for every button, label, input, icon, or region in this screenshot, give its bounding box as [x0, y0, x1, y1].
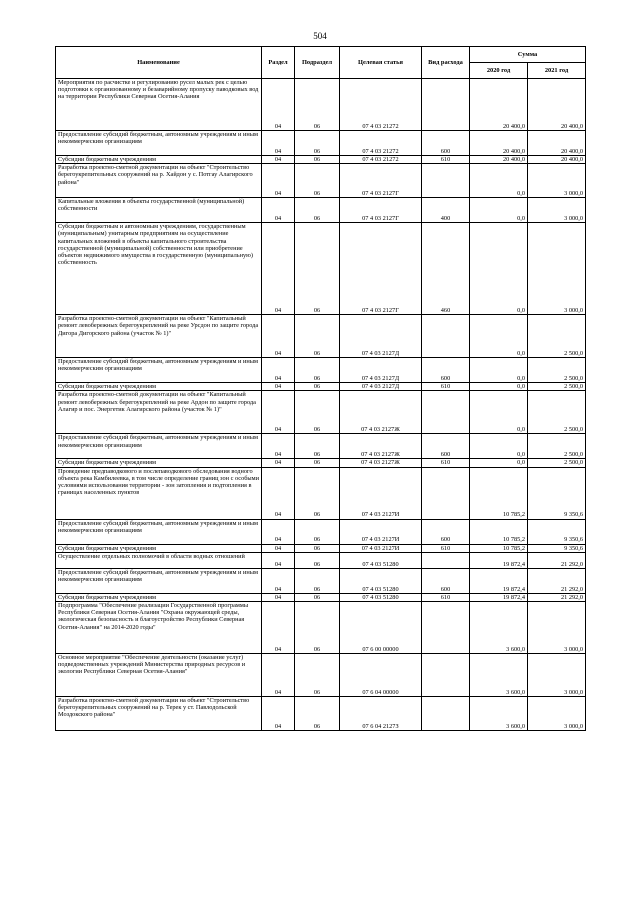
- row-sum-2020: 0,0: [470, 391, 528, 434]
- row-sum-2021: 21 292,0: [528, 593, 586, 601]
- row-expense-type: 610: [422, 544, 470, 552]
- row-target-article: 07 4 03 21272: [340, 79, 422, 131]
- table-row: [56, 654, 586, 697]
- table-row: [56, 459, 586, 467]
- row-section: 04: [262, 544, 295, 552]
- row-subsection: 06: [295, 519, 340, 544]
- row-target-article: 07 4 03 2127Ж: [340, 391, 422, 434]
- table-row: [56, 156, 586, 164]
- row-name: Подпрограмма "Обеспечение реализации Государственной программы Республики Северная Осетия-Алания "Охрана окружающей среды, экологическая безопасность и благоустройство Республики Северная Осетия-Алания" на 2014-2020 годы": [56, 602, 262, 654]
- row-subsection: 06: [295, 697, 340, 731]
- table-row: [56, 519, 586, 544]
- row-name: Субсидии бюджетным и автономным учреждениям, государственным (муниципальным) унитарным предприятиям на осуществление капитальных вложений в объекты капитального строительства государственной (муниципальной) собственности или приобретение объектов недвижимого имущества в государственную (муниципальную) собственность: [56, 223, 262, 315]
- row-name: Субсидии бюджетным учреждениям: [56, 593, 262, 601]
- row-target-article: 07 4 03 51280: [340, 593, 422, 601]
- row-target-article: 07 4 03 2127Г: [340, 164, 422, 198]
- row-name: Проведение предпаводкового и послепаводкового обследования водного объекта река Камбилеевка, в том числе определение границ зон с особыми условиями использования территории - зон затопления и подтопления в границах населенных пунктов: [56, 467, 262, 519]
- row-sum-2020: 20 400,0: [470, 79, 528, 131]
- row-sum-2020: 0,0: [470, 434, 528, 459]
- row-expense-type: 600: [422, 131, 470, 156]
- row-target-article: 07 4 03 2127Д: [340, 315, 422, 358]
- row-section: 04: [262, 552, 295, 568]
- row-target-article: 07 4 03 2127Д: [340, 358, 422, 383]
- row-target-article: 07 4 03 2127Д: [340, 383, 422, 391]
- row-target-article: 07 4 03 2127Ж: [340, 434, 422, 459]
- table-row: [56, 593, 586, 601]
- row-name: Предоставление субсидий бюджетным, автономным учреждениям и иным некоммерческим организациям: [56, 131, 262, 156]
- row-subsection: 06: [295, 223, 340, 315]
- row-section: 04: [262, 358, 295, 383]
- row-subsection: 06: [295, 602, 340, 654]
- row-sum-2020: 0,0: [470, 198, 528, 223]
- row-target-article: 07 4 03 2127Г: [340, 198, 422, 223]
- row-section: 04: [262, 654, 295, 697]
- row-subsection: 06: [295, 467, 340, 519]
- row-target-article: 07 6 04 2127З: [340, 697, 422, 731]
- row-sum-2021: 20 400,0: [528, 79, 586, 131]
- row-subsection: 06: [295, 156, 340, 164]
- row-name: Предоставление субсидий бюджетным, автономным учреждениям и иным некоммерческим организациям: [56, 358, 262, 383]
- row-sum-2020: 10 785,2: [470, 519, 528, 544]
- row-subsection: 06: [295, 164, 340, 198]
- row-sum-2021: 2 500,0: [528, 383, 586, 391]
- row-subsection: 06: [295, 358, 340, 383]
- row-subsection: 06: [295, 552, 340, 568]
- row-subsection: 06: [295, 434, 340, 459]
- row-sum-2021: 2 500,0: [528, 391, 586, 434]
- row-sum-2020: 10 785,2: [470, 467, 528, 519]
- row-expense-type: 610: [422, 383, 470, 391]
- row-target-article: 07 4 03 2127И: [340, 467, 422, 519]
- row-sum-2021: 3 000,0: [528, 164, 586, 198]
- row-sum-2020: 19 872,4: [470, 568, 528, 593]
- row-expense-type: [422, 602, 470, 654]
- row-section: 04: [262, 131, 295, 156]
- table-row: [56, 467, 586, 519]
- table-row: [56, 315, 586, 358]
- row-sum-2020: 0,0: [470, 358, 528, 383]
- row-section: 04: [262, 198, 295, 223]
- row-target-article: 07 6 04 00000: [340, 654, 422, 697]
- row-subsection: 06: [295, 544, 340, 552]
- row-sum-2020: 20 400,0: [470, 156, 528, 164]
- row-subsection: 06: [295, 654, 340, 697]
- table-row: [56, 391, 586, 434]
- table-row: [56, 544, 586, 552]
- row-sum-2021: 21 292,0: [528, 568, 586, 593]
- table-row: [56, 198, 586, 223]
- row-expense-type: 600: [422, 358, 470, 383]
- table-row: [56, 223, 586, 315]
- row-name: Субсидии бюджетным учреждениям: [56, 156, 262, 164]
- row-section: 04: [262, 391, 295, 434]
- row-expense-type: [422, 654, 470, 697]
- table-row: [56, 602, 586, 654]
- row-expense-type: 600: [422, 434, 470, 459]
- row-subsection: 06: [295, 79, 340, 131]
- header-target-article: Целевая статья: [340, 47, 422, 79]
- row-subsection: 06: [295, 459, 340, 467]
- row-expense-type: 600: [422, 519, 470, 544]
- row-sum-2021: 20 400,0: [528, 131, 586, 156]
- row-expense-type: [422, 164, 470, 198]
- row-sum-2020: 0,0: [470, 164, 528, 198]
- row-name: Субсидии бюджетным учреждениям: [56, 459, 262, 467]
- row-expense-type: [422, 79, 470, 131]
- row-subsection: 06: [295, 315, 340, 358]
- header-year-2021: 2021 год: [528, 63, 586, 79]
- row-section: 04: [262, 434, 295, 459]
- row-target-article: 07 4 03 51280: [340, 552, 422, 568]
- row-sum-2021: 20 400,0: [528, 156, 586, 164]
- row-section: 04: [262, 164, 295, 198]
- table-row: [56, 552, 586, 568]
- row-subsection: 06: [295, 568, 340, 593]
- header-section: Раздел: [262, 47, 295, 79]
- row-target-article: 07 4 03 2127И: [340, 544, 422, 552]
- table-row: [56, 568, 586, 593]
- row-sum-2021: 9 350,6: [528, 519, 586, 544]
- row-sum-2021: 3 000,0: [528, 198, 586, 223]
- row-name: Разработка проектно-сметной документации на объект "Капитальный ремонт левобережных берегоукреплений на реке Ардон по защите города Алагир и пос. Энергетик Алагирского района (участок № 1)": [56, 391, 262, 434]
- table-row: [56, 434, 586, 459]
- row-section: 04: [262, 383, 295, 391]
- row-sum-2020: 0,0: [470, 223, 528, 315]
- row-expense-type: [422, 315, 470, 358]
- row-subsection: 06: [295, 198, 340, 223]
- row-section: 04: [262, 315, 295, 358]
- row-expense-type: [422, 467, 470, 519]
- row-section: 04: [262, 697, 295, 731]
- table-row: [56, 383, 586, 391]
- header-name: Наименование: [56, 47, 262, 79]
- row-section: 04: [262, 568, 295, 593]
- header-sum: Сумма: [470, 47, 586, 63]
- row-target-article: 07 6 00 00000: [340, 602, 422, 654]
- table-row: [56, 358, 586, 383]
- budget-table: [55, 46, 586, 731]
- row-sum-2021: 21 292,0: [528, 552, 586, 568]
- row-name: Основное мероприятие "Обеспечение деятельности (оказание услуг) подведомственных учреждений Министерства природных ресурсов и экологии Республики Северная Осетия-Алания": [56, 654, 262, 697]
- row-name: Осуществление отдельных полномочий в области водных отношений: [56, 552, 262, 568]
- row-sum-2021: 2 500,0: [528, 315, 586, 358]
- row-section: 04: [262, 459, 295, 467]
- row-target-article: 07 4 03 2127Г: [340, 223, 422, 315]
- row-section: 04: [262, 467, 295, 519]
- row-name: Мероприятия по расчистке и регулированию русел малых рек с целью подготовки к организованному и безаварийному пропуску паводковых вод на территории Республики Северная Осетия-Алания: [56, 79, 262, 131]
- row-expense-type: [422, 697, 470, 731]
- row-name: Субсидии бюджетным учреждениям: [56, 383, 262, 391]
- row-subsection: 06: [295, 391, 340, 434]
- row-sum-2021: 9 350,6: [528, 544, 586, 552]
- row-subsection: 06: [295, 593, 340, 601]
- row-target-article: 07 4 03 21272: [340, 131, 422, 156]
- row-section: 04: [262, 519, 295, 544]
- row-sum-2020: 20 400,0: [470, 131, 528, 156]
- row-sum-2021: 3 000,0: [528, 654, 586, 697]
- row-expense-type: [422, 391, 470, 434]
- row-sum-2021: 3 000,0: [528, 602, 586, 654]
- row-expense-type: 600: [422, 568, 470, 593]
- row-sum-2021: 9 350,6: [528, 467, 586, 519]
- row-subsection: 06: [295, 131, 340, 156]
- table-row: [56, 79, 586, 131]
- row-sum-2020: 19 872,4: [470, 552, 528, 568]
- table-row: [56, 131, 586, 156]
- row-name: Разработка проектно-сметной документации на объект "Строительство берегоукрепительных сооружений на р. Хайдон у с. Потгау Алагирского района": [56, 164, 262, 198]
- row-name: Предоставление субсидий бюджетным, автономным учреждениям и иным некоммерческим организациям: [56, 434, 262, 459]
- row-section: 04: [262, 602, 295, 654]
- page-number: 504: [313, 31, 327, 41]
- row-section: 04: [262, 79, 295, 131]
- row-sum-2020: 0,0: [470, 315, 528, 358]
- row-sum-2021: 3 000,0: [528, 697, 586, 731]
- row-sum-2020: 3 600,0: [470, 602, 528, 654]
- row-expense-type: [422, 552, 470, 568]
- table-body: [56, 79, 586, 731]
- row-target-article: 07 4 03 2127Ж: [340, 459, 422, 467]
- table-header: [56, 47, 586, 79]
- row-name: Разработка проектно-сметной документации на объект "Строительство берегоукрепительных сооружений на р. Терек у ст. Павлодольской Моздокского района": [56, 697, 262, 731]
- row-target-article: 07 4 03 2127И: [340, 519, 422, 544]
- row-expense-type: 400: [422, 198, 470, 223]
- row-target-article: 07 4 03 21272: [340, 156, 422, 164]
- header-expense-type: Вид расхода: [422, 47, 470, 79]
- table-row: [56, 164, 586, 198]
- row-sum-2020: 0,0: [470, 383, 528, 391]
- row-subsection: 06: [295, 383, 340, 391]
- row-section: 04: [262, 156, 295, 164]
- table-row: [56, 697, 586, 731]
- row-sum-2021: 3 000,0: [528, 223, 586, 315]
- row-name: Разработка проектно-сметной документации на объект "Капитальный ремонт левобережных берегоукреплений на реке Урсдон по защите города Дигора Дигорского района (участок № 1)": [56, 315, 262, 358]
- row-sum-2020: 0,0: [470, 459, 528, 467]
- row-sum-2021: 2 500,0: [528, 434, 586, 459]
- row-name: Предоставление субсидий бюджетным, автономным учреждениям и иным некоммерческим организациям: [56, 519, 262, 544]
- row-target-article: 07 4 03 51280: [340, 568, 422, 593]
- row-expense-type: 610: [422, 593, 470, 601]
- row-name: Субсидии бюджетным учреждениям: [56, 544, 262, 552]
- row-name: Капитальные вложения в объекты государственной (муниципальной) собственности: [56, 198, 262, 223]
- row-section: 04: [262, 593, 295, 601]
- row-sum-2020: 3 600,0: [470, 697, 528, 731]
- row-expense-type: 460: [422, 223, 470, 315]
- row-sum-2020: 19 872,4: [470, 593, 528, 601]
- row-sum-2020: 3 600,0: [470, 654, 528, 697]
- row-expense-type: 610: [422, 156, 470, 164]
- header-subsection: Подраздел: [295, 47, 340, 79]
- row-sum-2020: 10 785,2: [470, 544, 528, 552]
- row-sum-2021: 2 500,0: [528, 459, 586, 467]
- row-sum-2021: 2 500,0: [528, 358, 586, 383]
- row-section: 04: [262, 223, 295, 315]
- header-year-2020: 2020 год: [470, 63, 528, 79]
- row-name: Предоставление субсидий бюджетным, автономным учреждениям и иным некоммерческим организациям: [56, 568, 262, 593]
- row-expense-type: 610: [422, 459, 470, 467]
